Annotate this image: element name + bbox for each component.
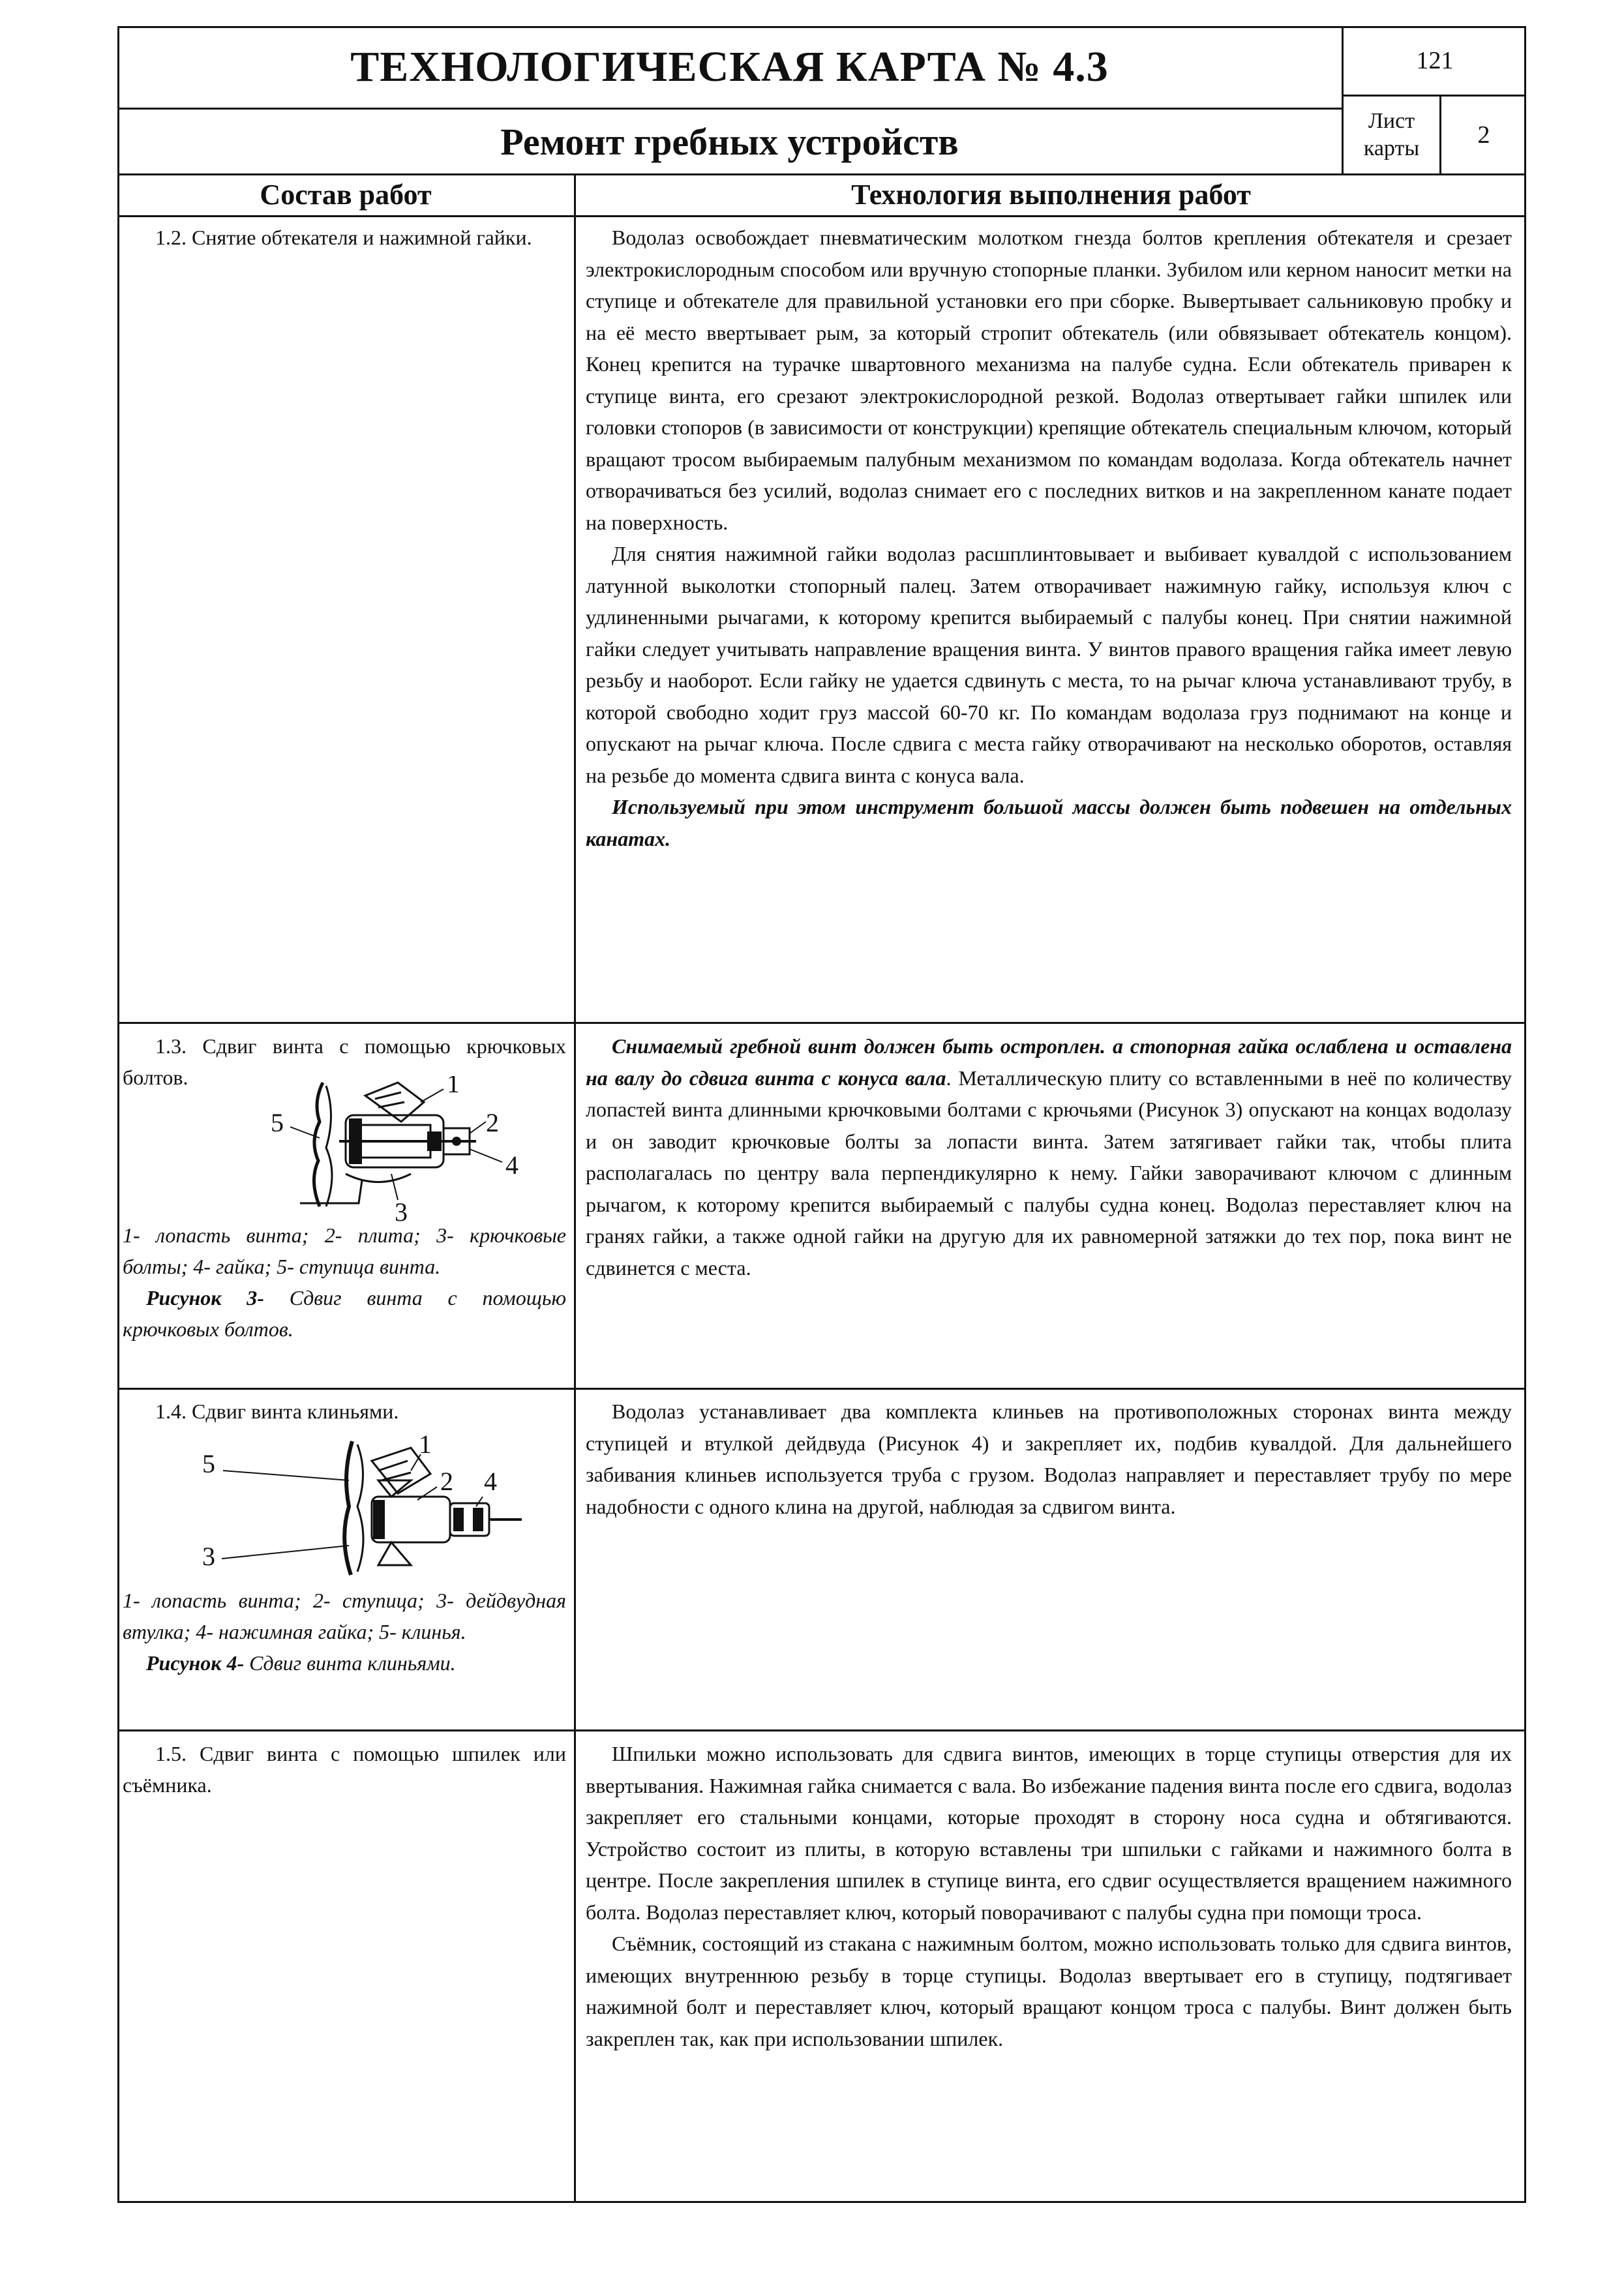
technology-cell — [586, 1738, 1512, 2054]
figure-title: Сдвиг винта с помощью крючковых болтов. — [123, 1286, 567, 1341]
column-header-divider — [117, 215, 1526, 217]
lead-note: Снимаемый гребной винт должен быть остроплен. а стопорная гайка ослаблена и оставлена на валу до сдвига винта с конуса вала — [586, 1034, 1512, 1090]
column-header-operations: Состав работ — [260, 178, 432, 211]
sheet-label: Лист карты — [1344, 97, 1441, 173]
technology-paragraph: Съёмник, состоящий из стакана с нажимным болтом, можно использовать только для сдвига винтов, имеющих внутреннюю резьбу в торце ступицы. Водолаз ввертывает его в ступицу, подтягивает нажимной болт и переставляет ключ, который вращают концом троса с палубы. Винт должен быть закреплен так, как при использовании шпилек. — [586, 1932, 1512, 2050]
row-divider — [117, 1022, 1526, 1024]
column-header-technology: Технология выполнения работ — [851, 178, 1251, 211]
figure-label: 1 — [419, 1435, 432, 1459]
figure-number: Рисунок 4- — [146, 1651, 245, 1675]
technology-paragraph: Шпильки можно использовать для сдвига винтов, имеющих в торце ступицы отверстия для их ввертывания. Нажимная гайка снимается с вала. Во избежание падения винта после его сдвига, водолаз закрепляет его стальными концами, которые проходят в сторону носа судна и обтягиваются. Устройство состоит из плиты, в которую вставлены три шпильки с гайками и нажимного болта в центре. После закрепления шпилек в ступице винта, его сдвиг осуществляется вращением нажимного болта. Водолаз переставляет ключ, который поворачивают с палубы судна при помощи троса. — [586, 1742, 1512, 1924]
figure-3-caption — [123, 1220, 566, 1345]
figure-4-wedges — [183, 1435, 548, 1585]
technology-text: . Металлическую плиту со вставленными в неё по количеству лопастей винта длинными крючковыми болтами с крючьями (Рисунок 3) опускают на концах водолазу и он заводит крючковые болты за лопасти винта. Затем затягивает гайки так, чтобы плита располагалась по центру вала перпендикулярно к нему. Гайки заворачивают ключом с длинным рычагом, к которому крепится выбираемый с палубы судна конец. Водолаз переставляет ключ на гранях гайки, а также одной гайки на другую для их равномерной затяжки до тех пор, пока винт не сдвинется с места. — [586, 1066, 1512, 1280]
card-subtitle: Ремонт гребных устройств — [117, 110, 1344, 173]
technology-cell — [586, 1396, 1512, 1522]
technology-cell — [586, 1030, 1512, 1283]
row-divider — [117, 1729, 1526, 1731]
figure-legend: 1- лопасть винта; 2- плита; 3- крючковые болты; 4- гайка; 5- ступица винта. — [123, 1223, 566, 1278]
figure-label: 5 — [271, 1108, 284, 1137]
figure-label: 2 — [486, 1108, 499, 1137]
operation-cell — [123, 222, 566, 253]
warning-note: Используемый при этом инструмент большой массы должен быть подвешен на отдельных канатах. — [586, 795, 1512, 850]
figure-label: 4 — [505, 1150, 519, 1180]
operation-title: 1.2. Снятие обтекателя и нажимной гайки. — [155, 226, 532, 249]
row-divider — [117, 1388, 1526, 1390]
technological-card — [117, 26, 1526, 2203]
page-number: 121 — [1344, 26, 1526, 97]
figure-legend: 1- лопасть винта; 2- ступица; 3- дейдвудная втулка; 4- нажимная гайка; 5- клинья. — [123, 1589, 566, 1643]
column-divider — [574, 173, 576, 2203]
figure-number: Рисунок 3- — [146, 1286, 264, 1310]
operation-cell — [123, 1396, 566, 1427]
figure-label: 2 — [440, 1467, 453, 1496]
figure-4-caption — [123, 1585, 566, 1679]
figure-label: 5 — [202, 1449, 215, 1478]
sheet-number: 2 — [1477, 121, 1490, 149]
figure-label: 4 — [484, 1467, 497, 1496]
operation-title: 1.4. Сдвиг винта клиньями. — [155, 1400, 399, 1423]
technology-paragraph: Водолаз освобождает пневматическим молотком гнезда болтов крепления обтекателя и срезает электрокислородным способом или вручную стопорные планки. Зубилом или керном наносит метки на ступице и обтекателе для правильной установки его при сборке. Вывертывает сальниковую пробку и на её место ввертывает рым, за который стропит обтекатель (или обвязывает обтекатель концом). Конец крепится на турачке швартовного механизма на палубе судна. Если обтекатель приварен к ступице винта, его срезают электрокислородной резкой. Водолаз отвертывает гайки шпилек или головки стопоров (в зависимости от конструкции) крепящие обтекатель специальным ключом, который вращают тросом выбираемым палубным механизмом по командам водолаза. Когда обтекатель начнет отворачиваться без усилий, водолаз снимает его с последних витков и на закрепленном канате подает на поверхность. — [586, 226, 1512, 534]
wedges-drawing — [183, 1435, 548, 1585]
hook-bolts-drawing — [261, 1076, 541, 1223]
figure-title: Сдвиг винта клиньями. — [244, 1651, 456, 1675]
operation-cell — [123, 1738, 566, 1801]
operation-title: 1.3. Сдвиг винта с помощью крючковых болтов. — [123, 1034, 566, 1089]
technology-paragraph: Для снятия нажимной гайки водолаз расшплинтовывает и выбивает кувалдой с использованием латунной выколотки стопорный палец. Затем отворачивает нажимную гайку, используя ключ с удлиненными рычагами, к которому крепится выбираемый с палубы конец. При снятии нажимной гайки следует учитывать направление вращения винта. У винтов правого вращения гайка имеет левую резьбу и наоборот. Если гайку не удается сдвинуть с места, то на рычаг ключа устанавливают трубу, в которой свободно ходит груз массой 60-70 кг. По командам водолаза груз поднимают на конце и опускают на рычаг ключа. После сдвига с места гайку отворачивают на несколько оборотов, оставляя на резьбе до момента сдвига винта с конуса вала. — [586, 542, 1512, 787]
technology-paragraph: Водолаз устанавливает два комплекта клиньев на противоположных сторонах винта между ступицей и втулкой дейдвуда (Рисунок 4) и закрепляет их, подбив кувалдой. Для дальнейшего забивания клиньев используется труба с грузом. Водолаз направляет и переставляет трубу по мере надобности с одного клина на другой, наблюдая за сдвигом винта. — [586, 1400, 1512, 1518]
figure-label: 3 — [202, 1542, 215, 1571]
technology-cell — [586, 222, 1512, 854]
figure-label: 1 — [447, 1076, 460, 1098]
operation-title: 1.5. Сдвиг винта с помощью шпилек или съёмника. — [123, 1742, 566, 1797]
card-title: ТЕХНОЛОГИЧЕСКАЯ КАРТА № 4.3 — [117, 26, 1344, 110]
figure-3-hook-bolts — [261, 1076, 541, 1223]
figure-label: 3 — [395, 1197, 408, 1223]
